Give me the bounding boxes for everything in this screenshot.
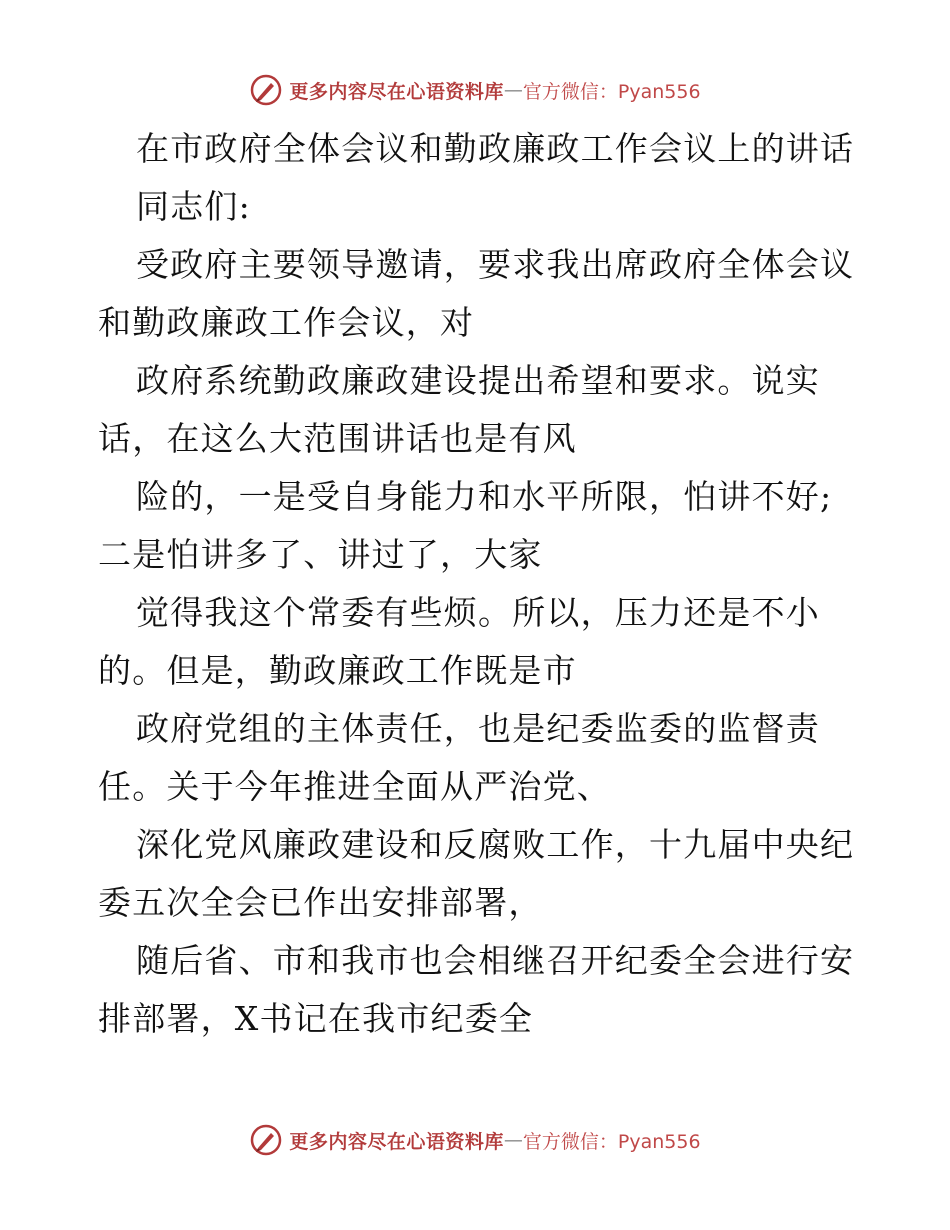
header-banner: [0, 70, 950, 110]
document-title: 在市政府全体会议和勤政廉政工作会议上的讲话: [136, 129, 855, 168]
banner-title: 更多内容尽在心语资料库: [289, 1130, 504, 1153]
paragraph-line: 委五次全会已作出安排部署，: [98, 883, 543, 922]
banner-title: 更多内容尽在心语资料库: [289, 80, 504, 103]
paragraph-line: 政府党组的主体责任，也是纪委监委的监督责: [136, 709, 820, 748]
banner-contact: 官方微信：Pyan556: [522, 80, 701, 103]
paragraph-line: 和勤政廉政工作会议，对: [98, 303, 475, 342]
paragraph-line: 话，在这么大范围讲话也是有风: [98, 419, 577, 458]
banner-separator: —: [503, 79, 523, 101]
paragraph-line: 的。但是，勤政廉政工作既是市: [98, 651, 577, 690]
paragraph-line: 排部署，X书记在我市纪委全: [98, 999, 534, 1038]
salutation: 同志们:: [136, 187, 251, 226]
pen-logo-icon: [249, 73, 283, 107]
paragraph-line: 政府系统勤政廉政建设提出希望和要求。说实: [136, 361, 820, 400]
paragraph-line: 任。关于今年推进全面从严治党、: [98, 767, 611, 806]
pen-logo-icon: [249, 1123, 283, 1157]
paragraph-line: 随后省、市和我市也会相继召开纪委全会进行安: [136, 941, 855, 980]
paragraph-line: 觉得我这个常委有些烦。所以，压力还是不小: [136, 593, 820, 632]
footer-banner: [0, 1120, 950, 1160]
paragraph-line: 深化党风廉政建设和反腐败工作，十九届中央纪: [136, 825, 855, 864]
paragraph-line: 受政府主要领导邀请，要求我出席政府全体会议: [136, 245, 855, 284]
banner-separator: —: [503, 1129, 523, 1151]
paragraph-line: 险的，一是受自身能力和水平所限，怕讲不好;: [136, 477, 833, 516]
paragraph-line: 二是怕讲多了、讲过了，大家: [98, 535, 543, 574]
banner-contact: 官方微信：Pyan556: [522, 1130, 701, 1153]
document-body: [98, 120, 858, 1048]
